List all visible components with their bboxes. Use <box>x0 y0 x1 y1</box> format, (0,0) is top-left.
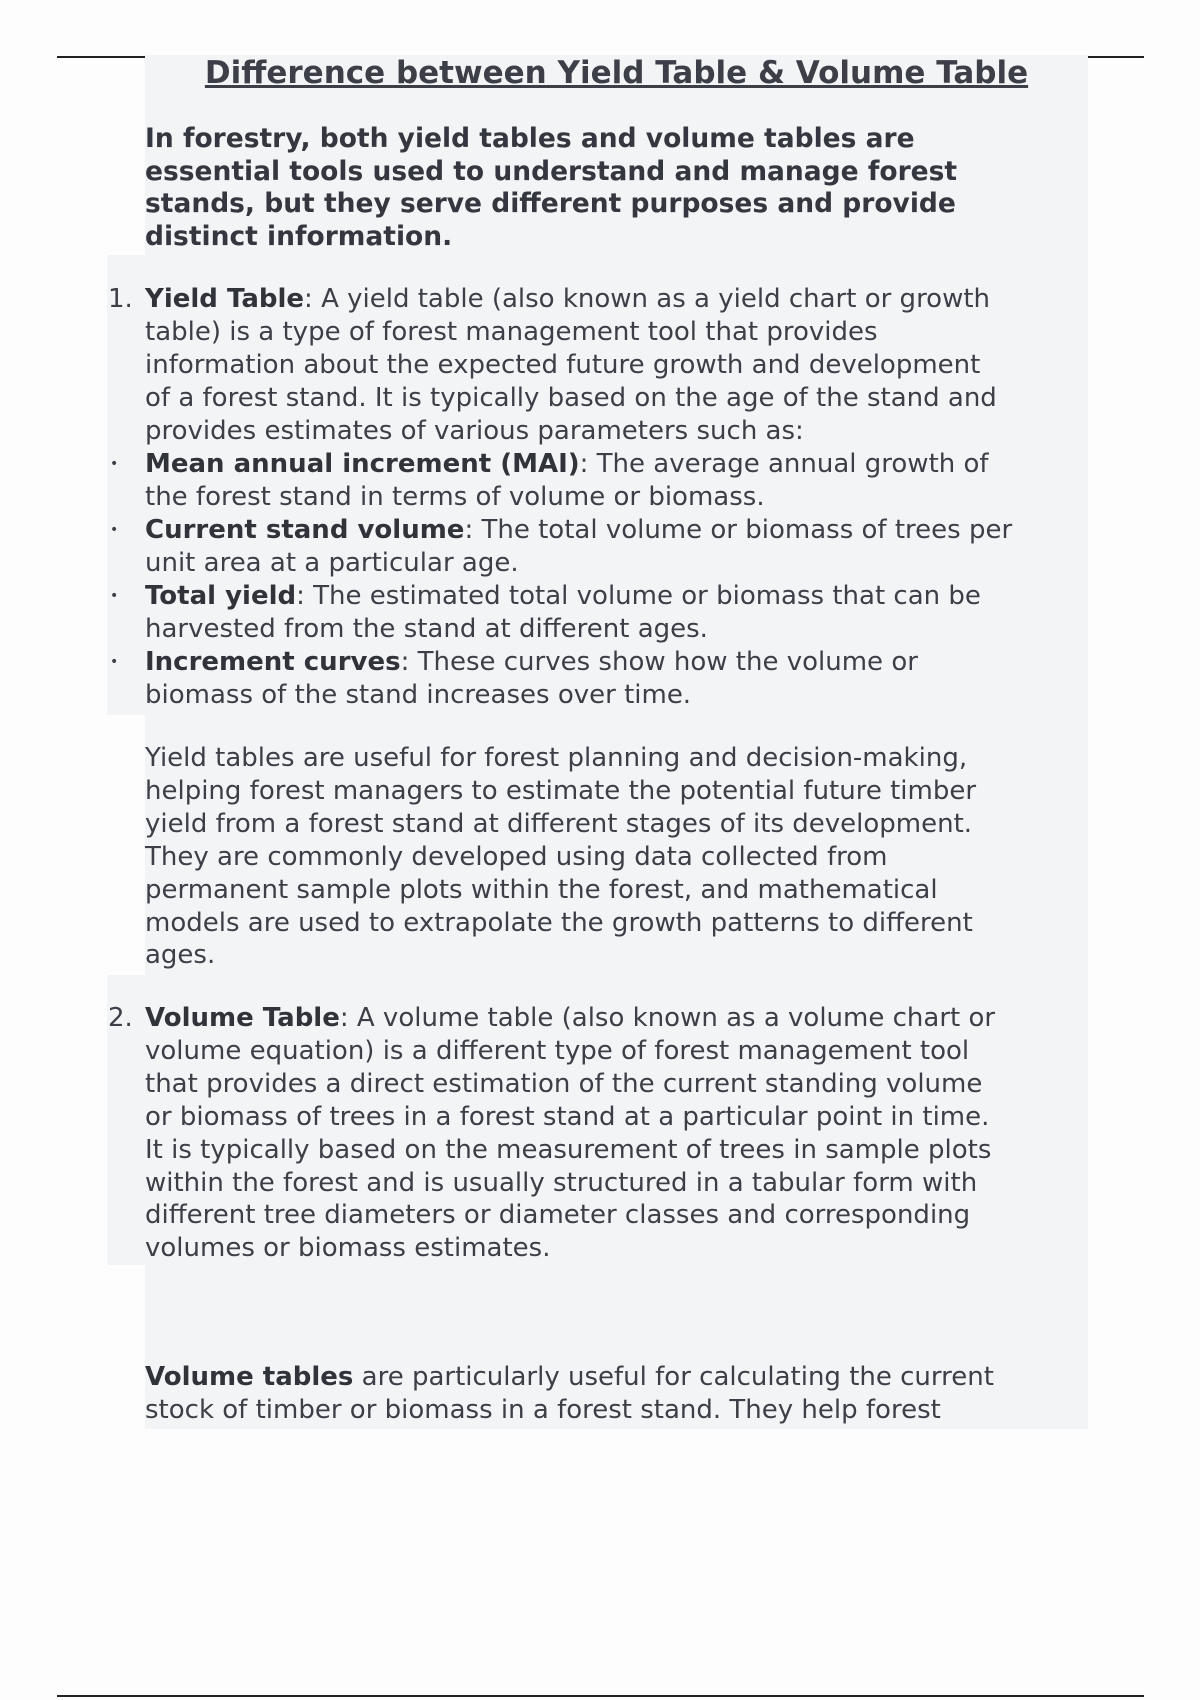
paragraph-line: Yield tables are useful for forest planning and decision-making, <box>145 743 968 773</box>
bullet-first-line <box>145 580 1105 613</box>
paragraph-first-line <box>145 1361 1085 1394</box>
bullet-item-mai <box>110 448 1105 514</box>
bullet-term: Mean annual increment (MAI) <box>145 449 580 479</box>
bullet-text: : The estimated total volume or biomass that can be <box>296 581 981 611</box>
bullet-term: Increment curves <box>145 647 401 677</box>
term-yield-table: Yield Table <box>145 284 305 314</box>
bullet-first-line <box>145 448 1105 481</box>
paragraph-line: stock of timber or biomass in a forest stand. They help forest <box>145 1394 941 1425</box>
bullet-term: Total yield <box>145 581 297 611</box>
paragraph-line: They are commonly developed using data collected from <box>145 841 888 872</box>
bullet-icon: • <box>110 456 119 472</box>
paragraph-line: models are used to extrapolate the growth patterns to different <box>145 907 973 938</box>
list-item-volume-table <box>108 1002 1105 1265</box>
definition-line: or biomass of trees in a forest stand at a particular point in time. <box>145 1101 990 1132</box>
list-number: 2. <box>108 1003 133 1033</box>
bullet-second-line: harvested from the stand at different ages. <box>145 613 708 644</box>
bullet-item-increment-curves <box>110 646 1105 712</box>
paragraph-text: are particularly useful for calculating the current <box>353 1362 994 1392</box>
definition-line: provides estimates of various parameters such as: <box>145 415 804 446</box>
definition-line: different tree diameters or diameter classes and corresponding <box>145 1200 971 1231</box>
paragraph-line: helping forest managers to estimate the potential future timber <box>145 775 977 806</box>
bullet-icon: • <box>110 522 119 538</box>
term-volume-table: Volume Table <box>145 1003 340 1033</box>
bullet-first-line <box>145 646 1105 679</box>
bullet-second-line: unit area at a particular age. <box>145 547 519 578</box>
definition-line: It is typically based on the measurement of trees in sample plots <box>145 1134 992 1165</box>
definition-line: that provides a direct estimation of the current standing volume <box>145 1068 983 1099</box>
intro-line: essential tools used to understand and manage forest <box>145 155 958 187</box>
list-item-first-line <box>145 1002 1105 1035</box>
bullet-item-total-yield <box>110 580 1105 646</box>
bullet-first-line <box>145 514 1105 547</box>
top-rule-right <box>1087 56 1144 58</box>
list-number: 1. <box>108 284 133 314</box>
paragraph-line: permanent sample plots within the forest, and mathematical <box>145 874 938 905</box>
bullet-text: : The total volume or biomass of trees per <box>464 515 1013 545</box>
list-item-first-line <box>145 283 1105 316</box>
volume-tables-paragraph <box>145 1361 1085 1427</box>
yield-tables-paragraph <box>145 742 1085 972</box>
page-title: Difference between Yield Table & Volume Table <box>204 55 1029 91</box>
bullet-second-line: the forest stand in terms of volume or biomass. <box>145 481 765 512</box>
intro-line: stands, but they serve different purposes and provide <box>145 188 956 220</box>
top-rule-left <box>57 56 145 58</box>
definition-line: volume equation) is a different type of forest management tool <box>145 1035 970 1066</box>
term-volume-tables: Volume tables <box>145 1362 354 1392</box>
list-item-yield-table <box>108 283 1105 448</box>
definition-line: within the forest and is usually structured in a tabular form with <box>145 1167 978 1198</box>
definition-text: : A yield table (also known as a yield chart or growth <box>304 284 991 314</box>
paragraph-line: ages. <box>145 940 216 971</box>
bullet-text: : These curves show how the volume or <box>400 647 918 677</box>
definition-line: of a forest stand. It is typically based on the age of the stand and <box>145 382 997 413</box>
intro-line: In forestry, both yield tables and volume tables are <box>145 123 915 154</box>
intro-paragraph <box>145 123 1075 254</box>
bullet-item-current-stand-volume <box>110 514 1105 580</box>
paragraph-line: yield from a forest stand at different stages of its development. <box>145 808 973 839</box>
bullet-icon: • <box>110 588 119 604</box>
definition-line: information about the expected future growth and development <box>145 349 981 380</box>
bullet-term: Current stand volume <box>145 515 465 545</box>
bottom-rule <box>57 1695 1144 1697</box>
bullet-text: : The average annual growth of <box>579 449 989 479</box>
definition-text: : A volume table (also known as a volume chart or <box>339 1003 996 1033</box>
bullet-second-line: biomass of the stand increases over time. <box>145 679 692 710</box>
definition-line: table) is a type of forest management tool that provides <box>145 316 878 347</box>
definition-line: volumes or biomass estimates. <box>145 1233 551 1264</box>
intro-line: distinct information. <box>145 221 453 253</box>
bullet-icon: • <box>110 654 119 670</box>
